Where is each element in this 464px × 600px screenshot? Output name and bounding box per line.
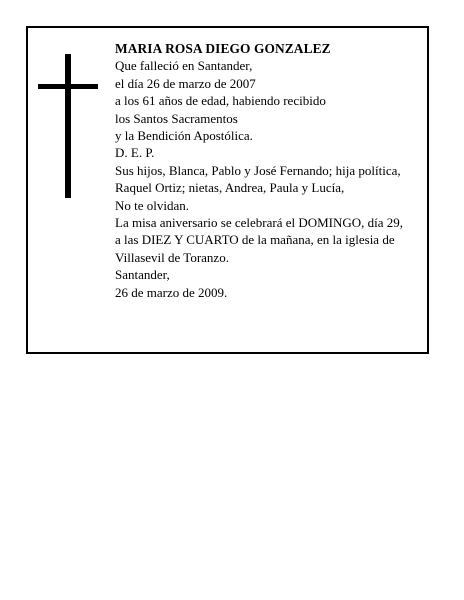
notice-line-11: a las DIEZ Y CUARTO de la mañana, en la iglesia de bbox=[115, 232, 395, 248]
notice-line-8: Raquel Ortiz; nietas, Andrea, Paula y Lucía, bbox=[115, 180, 345, 196]
cross-vertical-bar bbox=[65, 54, 71, 198]
notice-line-2: el día 26 de marzo de 2007 bbox=[115, 75, 256, 91]
notice-text-block bbox=[115, 40, 425, 301]
deceased-name: MARIA ROSA DIEGO GONZALEZ bbox=[115, 41, 331, 56]
notice-line-5: y la Bendición Apostólica. bbox=[115, 128, 253, 144]
notice-line-3: a los 61 años de edad, habiendo recibido bbox=[115, 93, 326, 109]
notice-line-7: Sus hijos, Blanca, Pablo y José Fernando; hija política, bbox=[115, 162, 401, 178]
notice-line-10: La misa aniversario se celebrará el DOMINGO, día 29, bbox=[115, 215, 404, 231]
notice-line-9: No te olvidan. bbox=[115, 197, 190, 213]
cross-horizontal-bar bbox=[38, 84, 98, 89]
notice-line-6: D. E. P. bbox=[115, 145, 155, 161]
notice-line-12: Villasevil de Toranzo. bbox=[115, 249, 229, 265]
notice-line-4: los Santos Sacramentos bbox=[115, 110, 238, 126]
cross-icon bbox=[38, 54, 98, 198]
notice-line-13: Santander, bbox=[115, 267, 170, 283]
notice-line-1: Que falleció en Santander, bbox=[115, 58, 253, 74]
obituary-notice bbox=[26, 26, 429, 354]
notice-line-14: 26 de marzo de 2009. bbox=[115, 284, 228, 300]
